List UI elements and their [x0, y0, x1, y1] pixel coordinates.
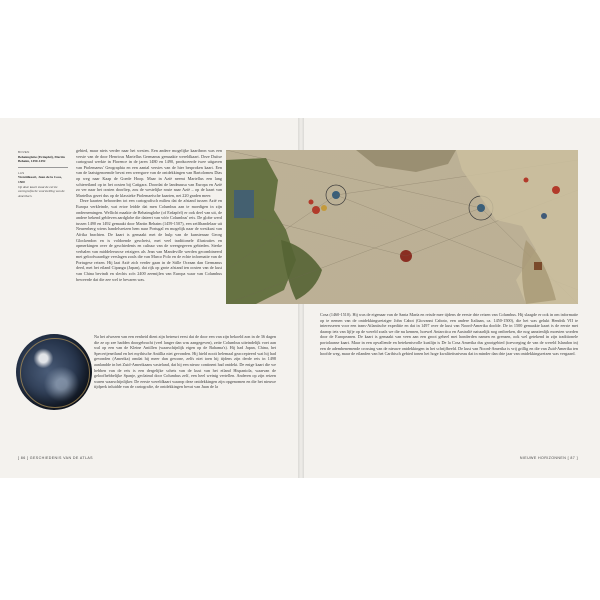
caption-map-description: Op deze kaart staat de eerste cartografische voorstelling van de Amerika's.: [18, 184, 65, 198]
page-footer-left: [ 86 ] GESCHIEDENIS VAN DE ATLAS: [18, 456, 93, 460]
juan-de-la-cosa-map-image: [226, 150, 578, 304]
caption-column: [18, 150, 68, 198]
caption-globe-title: Behaimglobe (Erdapfel), Martin Behaim, 1490-1492: [18, 154, 65, 164]
left-page-text: [76, 148, 222, 282]
globe-meridian-ring: [20, 338, 90, 408]
caption-map-title: Wereldkaart, Juan de la Cosa, 1500: [18, 175, 62, 184]
page-footer-right: NIEUWE HORIZONNEN [ 87 ]: [519, 456, 578, 460]
caption-tag: LAS: [18, 170, 25, 175]
right-page-text: [320, 312, 578, 357]
paragraph: gebied, maar niets verder naar het westen. Een andere mogelijke kaartbron was een versie van de door Henricus Martellus Germanus gemaakte wereldkaart. Deze Duitse cartograaf werkte in Florence in de jaren 1480 en 1490, produceerde twee uitgaven van Ptolemaeus' Geographia en een aantal versies van de hier besproken kaart. Een van de laatstgenoemde bevat een weergave van de ontdekkingen van Bartolomeu Dias op weg naar Kaap de Goede Hoop. Maar in Azië neemt Martellus een lang schiereiland op in het oosten bij Catigara. Doordat de landmassa van Europa en Azië zo ver naar het oosten doorliep, zou de westelijke route naar Azië – op de kaart van Martellus gezet dus op de klassieke Ptolemaeïsche kaarten, net 220 graden meer.: [76, 148, 222, 198]
wrapped-text: [94, 334, 276, 390]
paragraph: Deze kaarten behoorden tot een cartografisch milieu dat de afstand tussen Azië en Europa verkleinde, wat ertoe leidde dat men Columbus aan te moedigen in zijn ondernemingen. Wellicht maakte de Behaimglobe (of Erdapfel) er ook deel van uit, de andere bekend gebleven aardglobe die dateert van vóór Columbus' reis. De globe werd tussen 1490 en 1492 gemaakt door Martin Behaim (1459-1507), een zeilfhandelaar uit Neurenberg wiens handelsreizen hem naar Portugal en mogelijk naar de westkust van Afrika brachten. De kaart is gemaakt met de hulp van de kunstenaar Georg Glockendon en is voldoende geschetst, met veel traditionele illustraties en opmerkingen over de geschiedenis en cultuur van de weergegeven gebieden. Sterke verhalen van middeleeuwse reizigers als Jean van Mandeville werden gecombineerd met geloofwaardige verslagen zoals die van Marco Polo en de echte informatie van de Portugese reizen. Hij laat Azië zich verder gaan in de Stille Oceaan dan Germanus deed, met het eiland Cipangu (Japan), dat rijk op grote afstand ten oosten van de kust van China bevindt en slechts zo'n 2400 zeemijlen van Europa waar van Columbus beweerde dat die zee wel te bevaren was.: [76, 198, 222, 282]
map-artwork: [226, 150, 578, 304]
paragraph: Na het afwezen van een eenheid dient zijn betreurt eerst dat de door een van zijn bekoeld zon in de 36 dagen die ze op zee hadden doorgebracht (veel langer dan was aangegeven), zette Columbus uiteindelijk voet aan wal op een van de Kleine Antillen (waarschijnlijk eigen op de Bahama's). Hij had Japan, China, het Specerijeneiland en het mythische Antillia niet gevonden. Hij hield nooit helemaal geaccepteerd wat hij had gevonden (Amerika) omdat hij meer dan gewone, zelfs niet toen hij tijdens zijn derde reis in 1498 aanlandde in het Zuid-Amerikaans vasteland, dat hij een nieuw continent had ontdekt. De enige kaart die we hebben van de reis is een dergelijke schets van de kust van het eiland Hispaniola, waarvan de geloofhebbelijke Spanje, geclaimd door Columbus zelf, een heel weinig vertellen. Anderen op zijn reizen waren waarschijnlijker. De eerste wereldkaart waarop deze ontdekkingen zijn opgenomen en die het nieuwe tijdperk inluidde van de cartografie, de ontdekkingen bevat van Juan de la: [94, 334, 276, 390]
caption-divider: [18, 167, 68, 168]
caption-tag: BOVEN: [18, 150, 30, 154]
paragraph: Cosa (1460-1510). Hij was de eigenaar van de Santa María en reisde mee tijdens de eerste drie reizen van Columbus. Hij slaagde er ook in om informatie op te nemen van de ontdekkingsreiziger John Cabot (Giovanni Caboto, een andere Italiaan, ca. 1450-1500), die het was gelukt Hendrik VII te interesseren voor een trans-Atlantische expeditie en dat in 1497 over de kust van Noord-Amerika doolde. De in 1500 gemaakte kaart is de eerste met daarop iets van lijfje op de wereld zoals we die nu kennen, hoewel Antarctica en Australië natuurlijk nog ontbreken, die nog aanzienlijk moesten worden door de Europeanen. De kaart is gemaakt van veen aan een groot geheel met honderden namen en grenzen, ook wel getekend in zijn traditionele portolaanse kaart. Maar in een opvallende en betekenisvolle kustlijn is De la Cosa Amerika dus grootgebied (toevoeging de van de wereld Islandon in) een de adembenemende crossing van de nieuwe ontdekkingen in het schrijfbeeld. De kust van Noord-Amerika is vrij grillig en die van Zuid-Amerika ten hoofde weg, maar de eilanden van het Caribisch gebied tonen het hoge kwaliteitsniveau dat in minder dan drie jaar van ontdekkingsreizen was vergaard.: [320, 312, 578, 357]
